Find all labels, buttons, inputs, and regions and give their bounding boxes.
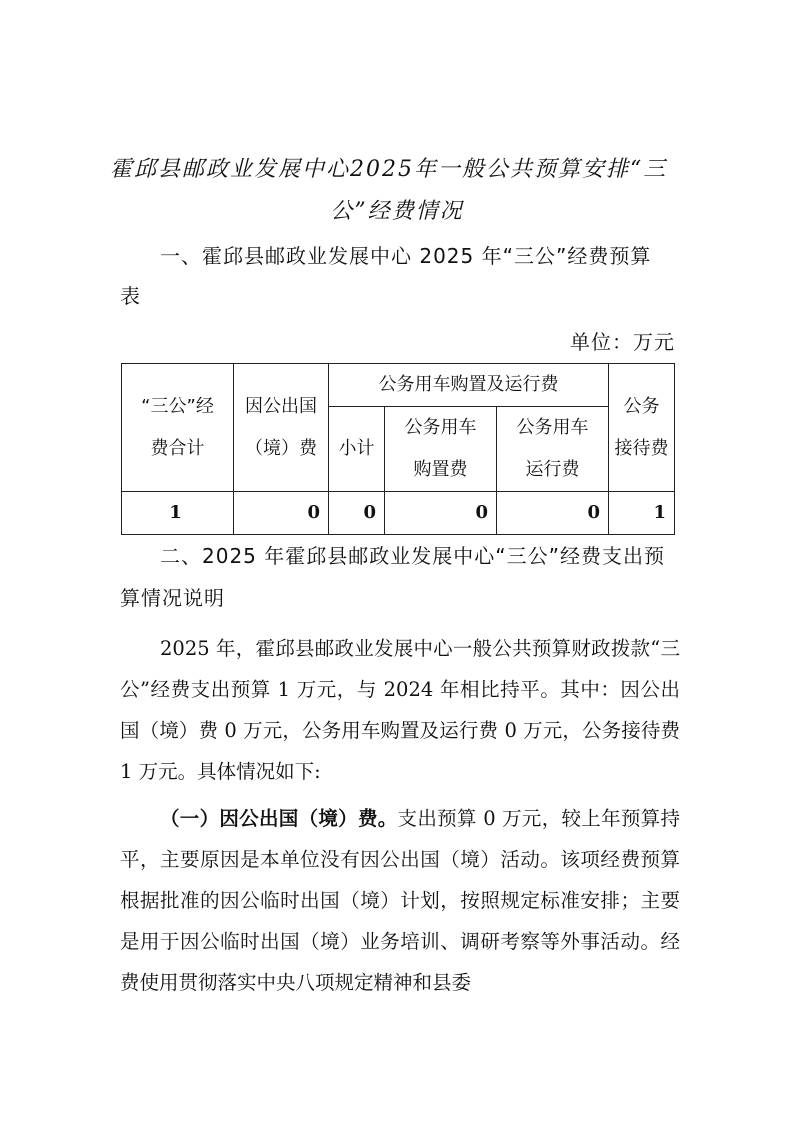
header-abroad xyxy=(234,364,329,492)
value-purchase: 0 xyxy=(385,492,497,535)
header-total-l2: 费合计 xyxy=(150,437,205,459)
document-title-line1: 霍邱县邮政业发展中心2025年一般公共预算安排“三 xyxy=(110,157,668,182)
section2-heading-line2: 算情况说明 xyxy=(120,586,225,610)
header-operation-l1: 公务用车 xyxy=(516,417,589,438)
header-reception xyxy=(609,364,675,492)
section1-heading-line1: 一、霍邱县邮政业发展中心 2025 年“三公”经费预算 xyxy=(160,244,652,268)
header-reception-l2: 接待费 xyxy=(614,437,669,459)
document-title-line2: 公”经费情况 xyxy=(330,199,464,224)
unit-label: 单位：万元 xyxy=(570,330,675,354)
value-abroad: 0 xyxy=(234,492,329,535)
section1-heading-line2: 表 xyxy=(120,284,141,308)
header-operation-l2: 运行费 xyxy=(525,459,580,480)
header-subtotal: 小计 xyxy=(329,407,385,492)
value-total: 1 xyxy=(122,492,234,535)
header-vehicle-group: 公务用车购置及运行费 xyxy=(329,364,609,407)
section2-heading-line1: 二、2025 年霍邱县邮政业发展中心“三公”经费支出预 xyxy=(160,544,665,568)
header-abroad-l2: （境）费 xyxy=(245,437,317,459)
header-reception-l1: 公务 xyxy=(623,395,660,417)
header-operation xyxy=(497,407,609,492)
value-subtotal: 0 xyxy=(329,492,385,535)
header-purchase xyxy=(385,407,497,492)
paragraph-summary: 2025 年，霍邱县邮政业发展中心一般公共预算财政拨款“三公”经费支出预算 1 万元，与 2024 年相比持平。其中：因公出国（境）费 0 万元，公务用车购置及运行费 0 万元，公务接待费 1 万元。具体情况如下: xyxy=(120,637,680,783)
table-header-row-1 xyxy=(122,364,675,407)
header-purchase-l1: 公务用车 xyxy=(404,417,477,438)
header-total-l1: “三公”经 xyxy=(141,395,214,417)
header-abroad-l1: 因公出国 xyxy=(245,395,317,417)
table-row xyxy=(122,492,675,535)
value-reception: 1 xyxy=(609,492,675,535)
paragraph-abroad-body: 支出预算 0 万元，较上年预算持平，主要原因是本单位没有因公出国（境）活动。该项经费预算根据批准的因公临时出国（境）计划，按照规定标准安排；主要是用于因公临时出国（境）业务培训、调研考察等外事活动。经费使用贯彻落实中央八项规定精神和县委 xyxy=(120,807,680,994)
paragraph-abroad-lead: （一）因公出国（境）费。 xyxy=(160,807,398,830)
value-operation: 0 xyxy=(497,492,609,535)
header-total xyxy=(122,364,234,492)
header-purchase-l2: 购置费 xyxy=(413,459,468,480)
paragraph-abroad-expense xyxy=(120,798,680,1003)
budget-table xyxy=(121,363,675,535)
